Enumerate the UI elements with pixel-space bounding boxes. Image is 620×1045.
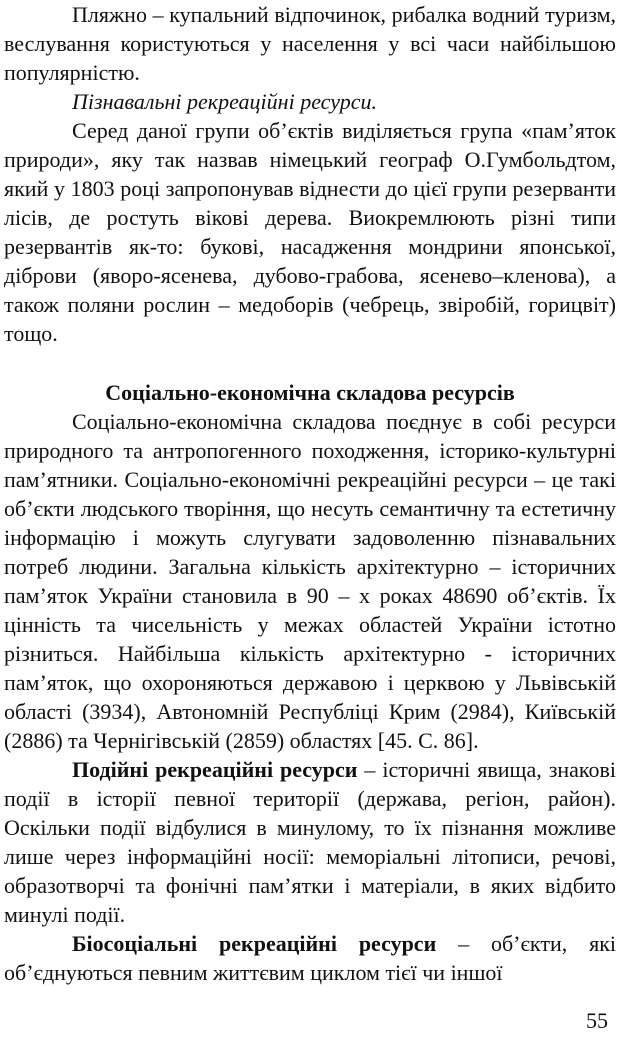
paragraph-socio-economic: Соціально-економічна складова поєднує в собі ресурси природного та антропогенного походження, історико-культурні пам’ятники. Соціально-економічні рекреаційні ресурси – це такі об’єкти людського творіння, що несуть семантичну та естетичну інформацію і можуть слугувати задоволенню пізнавальних потреб людини. Загальна кількість архітектурно – історичних пам’яток України становила в 90 – х роках 48690 об’єктів. Їх цінність та чисельність у межах областей України істотно різниться. Найбільша кількість архітектурно - історичних пам’яток, що охороняються державою і церквою у Львівській області (3934), Автономній Республіці Крим (2984), Київській (2886) та Чернігівській (2859) областях [45. С. 86]. xyxy=(4,409,616,753)
paragraph-biosocial-resources xyxy=(4,929,616,987)
term-biosocial-resources: Біосоціальні рекреаційні ресурси xyxy=(72,931,437,956)
paragraph-event-resources xyxy=(4,755,616,929)
page-number: 55 xyxy=(586,1008,608,1033)
subheading-cognitive-resources: Пізнавальні рекреаційні ресурси. xyxy=(72,89,378,114)
paragraph-beach-recreation: Пляжно – купальний відпочинок, рибалка водний туризм, веслування користуються у населення у всі часи найбільшою популярністю. xyxy=(4,2,616,85)
paragraph-biosocial-resources-text: – об’єкти, які об’єднуються певним життєвим циклом тієї чи іншої xyxy=(4,931,617,985)
section-heading: Соціально-економічна складова ресурсів xyxy=(105,380,515,405)
term-event-resources: Подійні рекреаційні ресурси xyxy=(72,757,358,782)
paragraph-nature-monuments: Серед даної групи об’єктів виділяється група «пам’яток природи», яку так назвав німецький географ О.Гумбольдтом, який у 1803 році запропонував віднести до цієї групи резерванти лісів, де ростуть вікові дерева. Виокремлюють різні типи резервантів як-то: букові, насадження мондрини японської, діброви (яворо-ясенева, дубово-грабова, ясенево–кленова), а також поляни рослин – медоборів (чебрець, звіробій, горицвіт) тощо. xyxy=(4,118,616,346)
paragraph-event-resources-text: – історичні явища, знакові події в історії певної території (держава, регіон, район). Оскільки події відбулися в минулому, то їх пізнання можливе лише через інформаційні носії: меморіальні літописи, речові, образотворчі та фонічні пам’ятки і матеріали, в яких відбито минулі події. xyxy=(4,757,616,927)
